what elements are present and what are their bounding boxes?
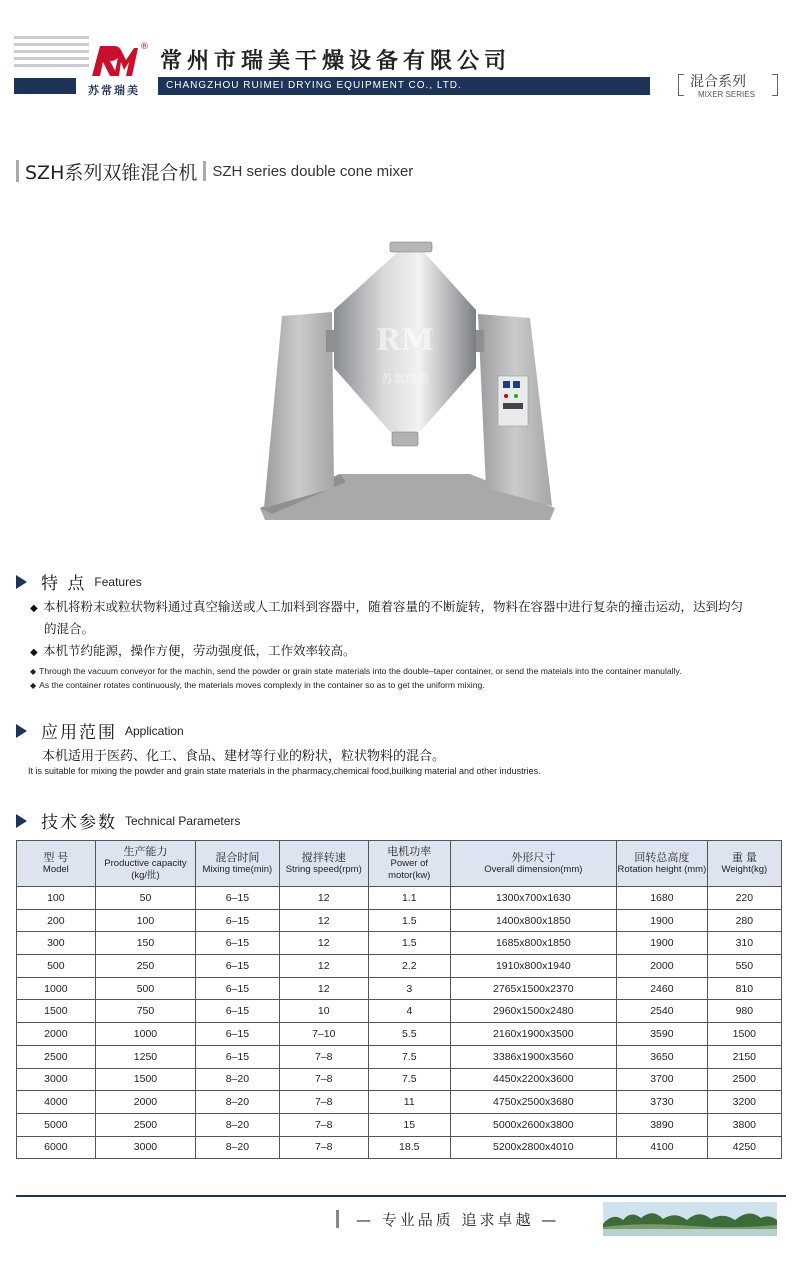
table-cell: 2960x1500x2480 xyxy=(450,1000,617,1023)
table-cell: 150 xyxy=(95,932,196,955)
table-cell: 18.5 xyxy=(368,1136,450,1159)
table-cell: 1.5 xyxy=(368,909,450,932)
table-cell: 12 xyxy=(279,932,368,955)
feature-cn-item: ◆ 本机将粉末或粒状物料通过真空输送或人工加料到容器中，随着容量的不断旋转，物料在容器中进行复杂的撞击运动，达到均匀 xyxy=(30,596,743,619)
table-cell: 2500 xyxy=(17,1045,96,1068)
diamond-bullet-icon: ◆ xyxy=(30,603,38,614)
table-cell: 500 xyxy=(17,955,96,978)
application-heading-cn: 应用范围 xyxy=(41,723,117,743)
table-cell: 1.5 xyxy=(368,932,450,955)
table-cell: 980 xyxy=(707,1000,781,1023)
header-left-bar xyxy=(14,78,76,94)
table-cell: 1910x800x1940 xyxy=(450,955,617,978)
table-cell: 12 xyxy=(279,977,368,1000)
table-cell: 6–15 xyxy=(196,1000,279,1023)
table-cell: 3730 xyxy=(617,1091,708,1114)
column-header: 回转总高度 Rotation height (mm) xyxy=(617,841,708,887)
table-cell: 6–15 xyxy=(196,887,279,910)
table-cell: 2000 xyxy=(17,1023,96,1046)
table-row xyxy=(17,1000,782,1023)
table-cell: 2000 xyxy=(95,1091,196,1114)
table-cell: 3800 xyxy=(707,1113,781,1136)
footer-divider xyxy=(16,1195,786,1197)
column-header: 混合时间 Mixing time(min) xyxy=(196,841,279,887)
features-heading-en: Features xyxy=(94,574,142,589)
table-cell: 15 xyxy=(368,1113,450,1136)
feature-en-item: ◆ As the container rotates continuously, the materials moves complexly in the container so as to get the uniform mixing. xyxy=(30,680,485,690)
series-tag xyxy=(678,68,778,102)
table-row xyxy=(17,1091,782,1114)
column-header: 型 号 Model xyxy=(17,841,96,887)
table-cell: 2500 xyxy=(707,1068,781,1091)
table-cell: 300 xyxy=(17,932,96,955)
table-cell: 1900 xyxy=(617,932,708,955)
table-cell: 1685x800x1850 xyxy=(450,932,617,955)
table-row xyxy=(17,1068,782,1091)
table-cell: 310 xyxy=(707,932,781,955)
table-cell: 200 xyxy=(17,909,96,932)
table-cell: 4450x2200x3600 xyxy=(450,1068,617,1091)
application-heading-en: Application xyxy=(125,723,184,738)
table-cell: 6–15 xyxy=(196,932,279,955)
table-cell: 3386x1900x3560 xyxy=(450,1045,617,1068)
table-cell: 7–8 xyxy=(279,1091,368,1114)
table-cell: 7.5 xyxy=(368,1045,450,1068)
table-cell: 100 xyxy=(17,887,96,910)
application-text-cn: 本机适用于医药、化工、食品、建材等行业的粉状，粒状物料的混合。 xyxy=(42,749,446,764)
table-cell: 3000 xyxy=(95,1136,196,1159)
table-cell: 3700 xyxy=(617,1068,708,1091)
table-cell: 8–20 xyxy=(196,1068,279,1091)
parameters-table xyxy=(16,840,782,1159)
company-name-cn: 常州市瑞美干燥设备有限公司 xyxy=(160,48,512,74)
table-cell: 550 xyxy=(707,955,781,978)
table-cell: 3890 xyxy=(617,1113,708,1136)
rm-logo-icon xyxy=(88,42,140,78)
table-cell: 2540 xyxy=(617,1000,708,1023)
logo-text: 苏常瑞美 xyxy=(88,84,140,97)
table-cell: 5200x2800x4010 xyxy=(450,1136,617,1159)
column-header: 生产能力 Productive capacity (kg/批) xyxy=(95,841,196,887)
table-cell: 2765x1500x2370 xyxy=(450,977,617,1000)
table-cell: 2.2 xyxy=(368,955,450,978)
diamond-bullet-icon: ◆ xyxy=(30,667,37,676)
table-cell: 2160x1900x3500 xyxy=(450,1023,617,1046)
application-text-en: It is suitable for mixing the powder and grain state materials in the pharmacy,chemical food,builking material and other industries. xyxy=(28,766,541,776)
table-cell: 8–20 xyxy=(196,1091,279,1114)
parameters-heading-en: Technical Parameters xyxy=(125,813,241,828)
table-cell: 2500 xyxy=(95,1113,196,1136)
table-cell: 50 xyxy=(95,887,196,910)
series-name-en: MIXER SERIES xyxy=(698,90,755,99)
table-cell: 5000 xyxy=(17,1113,96,1136)
table-cell: 2150 xyxy=(707,1045,781,1068)
table-cell: 7–10 xyxy=(279,1023,368,1046)
table-cell: 6–15 xyxy=(196,1023,279,1046)
table-cell: 1300x700x1630 xyxy=(450,887,617,910)
table-cell: 1680 xyxy=(617,887,708,910)
table-cell: 3 xyxy=(368,977,450,1000)
company-logo xyxy=(84,42,154,98)
table-cell: 3650 xyxy=(617,1045,708,1068)
table-row xyxy=(17,977,782,1000)
table-cell: 1000 xyxy=(17,977,96,1000)
triangle-bullet-icon xyxy=(16,575,27,589)
table-cell: 6–15 xyxy=(196,977,279,1000)
table-cell: 220 xyxy=(707,887,781,910)
table-cell: 2460 xyxy=(617,977,708,1000)
landscape-image xyxy=(603,1202,777,1236)
table-cell: 6000 xyxy=(17,1136,96,1159)
product-title-cn: SZH系列双锥混合机 xyxy=(25,161,198,184)
table-cell: 7–8 xyxy=(279,1113,368,1136)
table-row xyxy=(17,887,782,910)
application-heading xyxy=(16,718,184,743)
features-heading-cn: 特 点 xyxy=(41,574,87,594)
company-name-en: CHANGZHOU RUIMEI DRYING EQUIPMENT CO., LTD. xyxy=(158,77,650,95)
table-header-row xyxy=(17,841,782,887)
triangle-bullet-icon xyxy=(16,814,27,828)
table-cell: 4750x2500x3680 xyxy=(450,1091,617,1114)
parameters-heading xyxy=(16,808,240,833)
table-cell: 12 xyxy=(279,887,368,910)
table-cell: 280 xyxy=(707,909,781,932)
parameters-heading-cn: 技术参数 xyxy=(41,813,117,833)
table-cell: 8–20 xyxy=(196,1113,279,1136)
table-cell: 8–20 xyxy=(196,1136,279,1159)
table-cell: 3590 xyxy=(617,1023,708,1046)
table-cell: 750 xyxy=(95,1000,196,1023)
column-header: 外形尺寸 Overall dimension(mm) xyxy=(450,841,617,887)
double-cone-mixer-image xyxy=(250,238,560,528)
registered-mark-icon: ® xyxy=(140,42,149,52)
table-cell: 12 xyxy=(279,909,368,932)
column-header: 电机功率 Power of motor(kw) xyxy=(368,841,450,887)
table-cell: 6–15 xyxy=(196,909,279,932)
table-cell: 250 xyxy=(95,955,196,978)
table-cell: 1000 xyxy=(95,1023,196,1046)
table-row xyxy=(17,1045,782,1068)
features-heading xyxy=(16,569,142,594)
series-name-cn: 混合系列 xyxy=(690,74,746,90)
product-title-en: SZH series double cone mixer xyxy=(212,162,414,180)
table-cell: 1250 xyxy=(95,1045,196,1068)
image-watermark: 苏常瑞美 xyxy=(380,372,430,386)
table-cell: 6–15 xyxy=(196,1045,279,1068)
table-body xyxy=(17,887,782,1159)
table-cell: 500 xyxy=(95,977,196,1000)
table-cell: 4250 xyxy=(707,1136,781,1159)
table-row xyxy=(17,932,782,955)
table-cell: 4000 xyxy=(17,1091,96,1114)
svg-text:RM: RM xyxy=(375,323,435,358)
table-cell: 3000 xyxy=(17,1068,96,1091)
table-cell: 11 xyxy=(368,1091,450,1114)
diamond-bullet-icon: ◆ xyxy=(30,647,38,658)
table-cell: 1.1 xyxy=(368,887,450,910)
table-cell: 7–8 xyxy=(279,1068,368,1091)
table-row xyxy=(17,1023,782,1046)
table-cell: 5.5 xyxy=(368,1023,450,1046)
table-row xyxy=(17,955,782,978)
feature-cn-item: ◆ 本机节约能源，操作方便，劳动强度低，工作效率较高。 xyxy=(30,640,356,663)
triangle-bullet-icon xyxy=(16,724,27,738)
table-cell: 1900 xyxy=(617,909,708,932)
table-cell: 3200 xyxy=(707,1091,781,1114)
table-row xyxy=(17,1113,782,1136)
feature-en-item: ◆ Through the vacuum conveyor for the machin, send the powder or grain state materials into the double–taper container, or send the mateials into the container manulally. xyxy=(30,666,682,676)
table-row xyxy=(17,1136,782,1159)
table-cell: 100 xyxy=(95,909,196,932)
table-cell: 12 xyxy=(279,955,368,978)
table-cell: 1500 xyxy=(707,1023,781,1046)
table-cell: 4100 xyxy=(617,1136,708,1159)
column-header: 重 量 Weight(kg) xyxy=(707,841,781,887)
table-cell: 1400x800x1850 xyxy=(450,909,617,932)
table-cell: 1500 xyxy=(95,1068,196,1091)
feature-cn-item-continued: 的混合。 xyxy=(44,621,95,636)
table-cell: 810 xyxy=(707,977,781,1000)
table-cell: 7–8 xyxy=(279,1136,368,1159)
table-cell: 10 xyxy=(279,1000,368,1023)
table-cell: 5000x2600x3800 xyxy=(450,1113,617,1136)
table-cell: 1500 xyxy=(17,1000,96,1023)
diamond-bullet-icon: ◆ xyxy=(30,681,37,690)
table-cell: 2000 xyxy=(617,955,708,978)
footer-slogan: — 专业品质 追求卓越 — xyxy=(356,1211,560,1229)
table-cell: 6–15 xyxy=(196,955,279,978)
table-cell: 7.5 xyxy=(368,1068,450,1091)
column-header: 搅拌转速 String speed(rpm) xyxy=(279,841,368,887)
footer-accent-bar xyxy=(336,1210,339,1228)
table-cell: 4 xyxy=(368,1000,450,1023)
product-title xyxy=(16,158,413,184)
page-header xyxy=(0,0,800,110)
table-row xyxy=(17,909,782,932)
table-cell: 7–8 xyxy=(279,1045,368,1068)
